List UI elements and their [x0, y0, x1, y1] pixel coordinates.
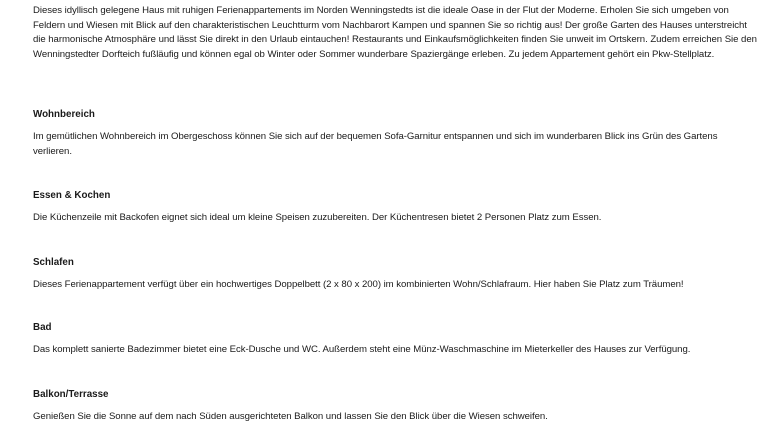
section-schlafen	[33, 256, 758, 293]
section-heading: Schlafen	[33, 257, 74, 268]
section-bad	[33, 321, 758, 358]
section-heading: Wohnbereich	[33, 109, 95, 120]
section-text: Das komplett sanierte Badezimmer bietet eine Eck-Dusche und WC. Außerdem steht eine Münz-Waschmaschine im Mieterkeller des Hauses zur Verfügung.	[33, 344, 691, 355]
section-text: Genießen Sie die Sonne auf dem nach Süden ausgerichteten Balkon und lassen Sie den Blick über die Wiesen schweifen.	[33, 411, 548, 422]
section-text: Die Küchenzeile mit Backofen eignet sich ideal um kleine Speisen zuzubereiten. Der Küchentresen bietet 2 Personen Platz zum Essen.	[33, 212, 602, 223]
section-text: Dieses Ferienappartement verfügt über ein hochwertiges Doppelbett (2 x 80 x 200) im kombinierten Wohn/Schlafraum. Hier haben Sie Platz zum Träumen!	[33, 279, 684, 290]
intro-paragraph: Dieses idyllisch gelegene Haus mit ruhigen Ferienappartements im Norden Wenningstedts ist die ideale Oase in der Flut der Moderne. Erholen Sie sich umgeben von Feldern und Wiesen mit Blick auf den charakteristischen Leuchtturm vom Nachbarort Kampen und spannen Sie so richtig aus! Der große Garten des Hauses unterstreicht die harmonische Atmosphäre und lässt Sie direkt in den Urlaub eintauchen! Restaurants und Einkaufsmöglichkeiten finden Sie unweit im Ortskern. Zudem erreichen Sie den Wenningstedter Dorfteich fußläufig und können egal ob Winter oder Sommer wunderbare Spaziergänge erleben. Zu jedem Appartement gehört ein Pkw-Stellplatz.	[33, 5, 757, 60]
section-text: Im gemütlichen Wohnbereich im Obergeschoss können Sie sich auf der bequemen Sofa-Garnitur entspannen und sich im wunderbaren Blick ins Grün des Gartens verlieren.	[33, 131, 718, 157]
section-balkon-terrasse	[33, 388, 758, 425]
section-heading: Bad	[33, 322, 52, 333]
section-heading: Essen & Kochen	[33, 190, 111, 201]
section-heading: Balkon/Terrasse	[33, 389, 109, 400]
section-essen-kochen	[33, 189, 758, 226]
section-wohnbereich	[33, 108, 758, 159]
